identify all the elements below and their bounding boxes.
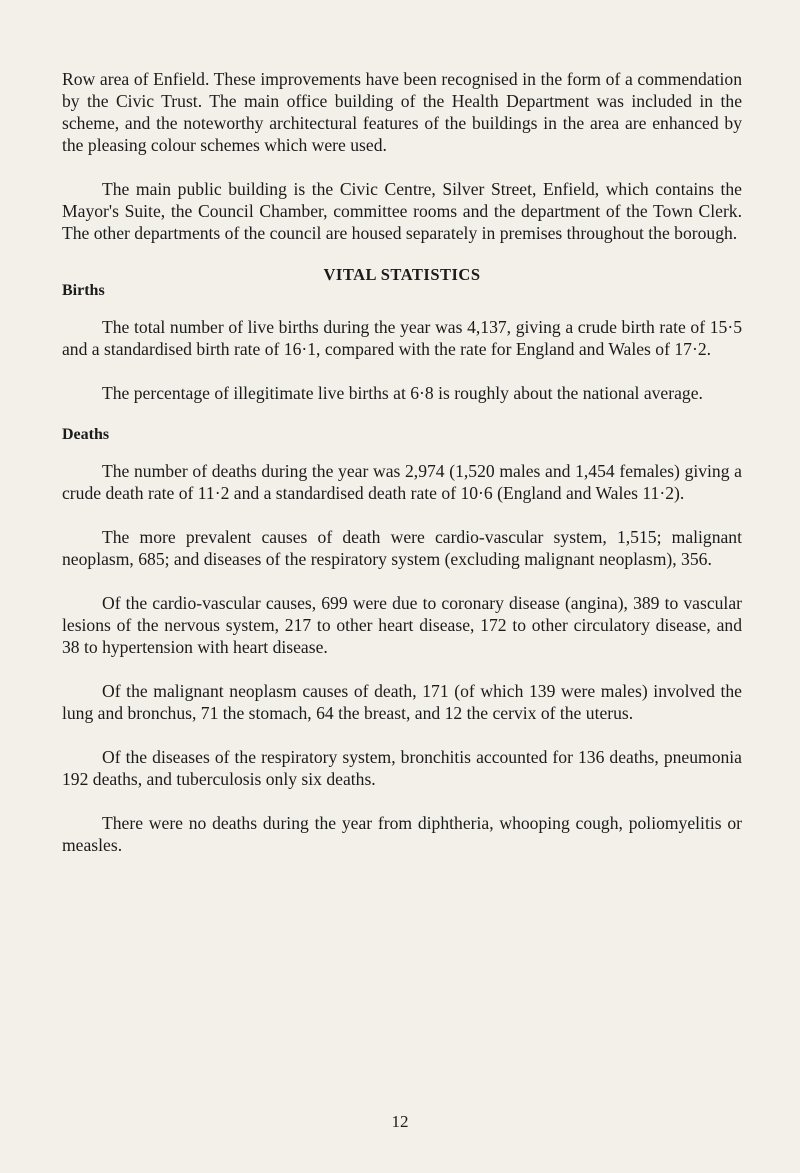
paragraph-prevalent-causes: The more prevalent causes of death were cardio-vascular system, 1,515; malignant neoplasm, 685; and diseases of the respiratory system (excluding malignant neoplasm), 356. <box>62 527 742 569</box>
section-title-vital-statistics: VITAL STATISTICS <box>323 265 481 284</box>
paragraph-number-of-deaths: The number of deaths during the year was 2,974 (1,520 males and 1,454 females) giving a crude death rate of 11·2 and a standardised death rate of 10·6 (England and Wales 11·2). <box>62 461 742 503</box>
paragraph-malignant-neoplasm: Of the malignant neoplasm causes of death, 171 (of which 139 were males) involved the lung and bronchus, 71 the stomach, 64 the breast, and 12 the cervix of the uterus. <box>62 681 742 723</box>
paragraph-live-births: The total number of live births during the year was 4,137, giving a crude birth rate of 15·5 and a standardised birth rate of 16·1, compared with the rate for England and Wales of 17·2. <box>62 317 742 359</box>
paragraph-cardio-vascular: Of the cardio-vascular causes, 699 were due to coronary disease (angina), 389 to vascular lesions of the nervous system, 217 to other heart disease, 172 to other circulatory disease, and 38 to hypertension with heart disease. <box>62 593 742 657</box>
document-page <box>62 68 742 856</box>
paragraph-enfield-row: Row area of Enfield. These improvements have been recognised in the form of a commendation by the Civic Trust. The main office building of the Health Department was included in the scheme, and the noteworthy architectural features of the buildings in the area are enhanced by the pleasing colour schemes which were used. <box>62 69 742 155</box>
paragraph-illegitimate-births: The percentage of illegitimate live births at 6·8 is roughly about the national average. <box>102 383 703 403</box>
paragraph-civic-centre: The main public building is the Civic Centre, Silver Street, Enfield, which contains the Mayor's Suite, the Council Chamber, committee rooms and the department of the Town Clerk. The other departments of the council are housed separately in premises throughout the borough. <box>62 179 742 243</box>
paragraph-no-deaths: There were no deaths during the year from diphtheria, whooping cough, poliomyelitis or measles. <box>62 813 742 855</box>
subheading-deaths: Deaths <box>62 426 110 443</box>
paragraph-respiratory: Of the diseases of the respiratory system, bronchitis accounted for 136 deaths, pneumonia 192 deaths, and tuberculosis only six deaths. <box>62 747 742 789</box>
subheading-births: Births <box>62 282 105 299</box>
page-number: 12 <box>391 1112 409 1131</box>
